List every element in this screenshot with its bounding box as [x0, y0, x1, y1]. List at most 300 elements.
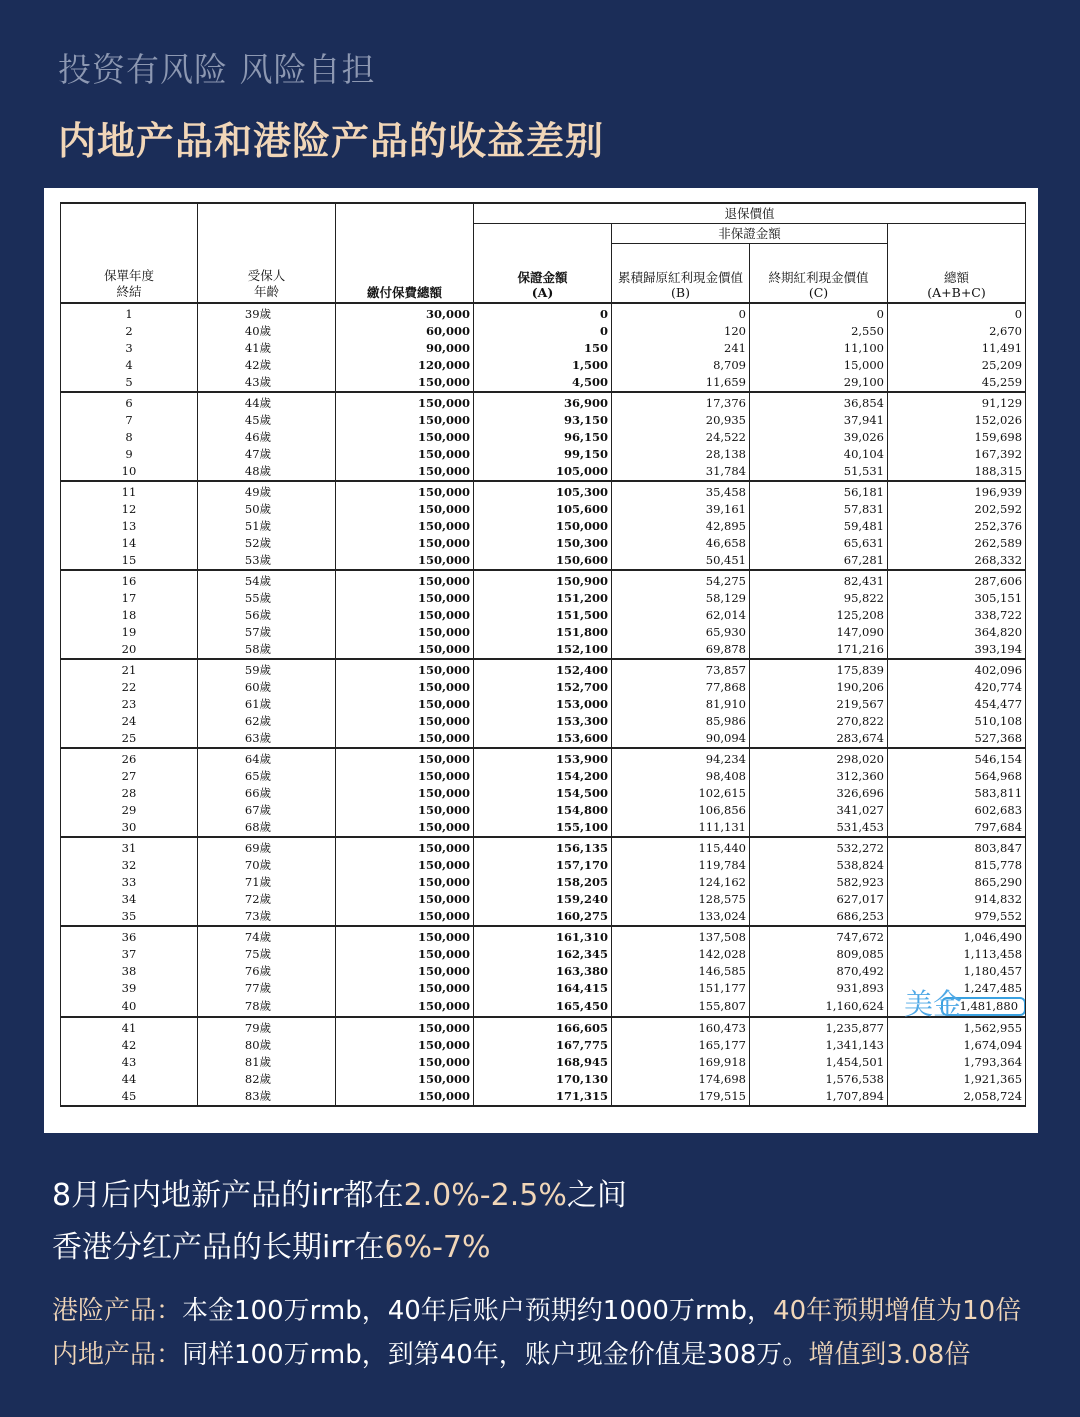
cell-total-premium-value: 150,000	[417, 875, 470, 889]
table-body	[61, 303, 1026, 1106]
header-guaranteed: 保證金額 (A)	[474, 224, 612, 304]
cell-total-premium-value: 150,000	[417, 413, 470, 427]
cell-guaranteed	[474, 802, 612, 819]
cell-insured-age	[198, 857, 336, 874]
cell-insured-age-value: 61歲	[244, 697, 272, 711]
cell-insured-age	[198, 1088, 336, 1106]
cell-total-value: 564,968	[974, 769, 1023, 783]
cell-total-value: 803,847	[974, 841, 1023, 855]
cell-reversionary-bonus	[612, 837, 750, 857]
cell-total	[888, 696, 1026, 713]
cell-reversionary-bonus	[612, 730, 750, 748]
cell-guaranteed-value: 96,150	[563, 430, 608, 444]
cell-policy-year	[61, 837, 198, 857]
cell-reversionary-bonus-value: 128,575	[698, 892, 746, 906]
cell-total-value: 1,247,485	[963, 981, 1023, 995]
cell-total-value: 287,606	[974, 574, 1023, 588]
cell-terminal-bonus-value: 627,017	[836, 892, 884, 906]
cell-insured-age	[198, 768, 336, 785]
cell-total-premium	[336, 552, 474, 570]
cell-total	[888, 303, 1026, 323]
table-row	[61, 837, 1026, 857]
table-row	[61, 1054, 1026, 1071]
cell-reversionary-bonus-value: 65,930	[705, 625, 746, 639]
cell-total	[888, 802, 1026, 819]
cell-policy-year-value: 28	[121, 786, 137, 800]
cell-total-value: 815,778	[974, 858, 1023, 872]
comparison-hk-label: 港险产品：	[52, 1296, 183, 1326]
cell-policy-year	[61, 518, 198, 535]
cell-total-premium	[336, 730, 474, 748]
cell-terminal-bonus	[750, 730, 888, 748]
cell-total-premium	[336, 819, 474, 837]
cell-total-premium-value: 150,000	[417, 841, 470, 855]
cell-insured-age-value: 47歲	[244, 447, 272, 461]
cell-policy-year-value: 30	[121, 820, 137, 834]
cell-total-premium-value: 150,000	[417, 642, 470, 656]
cell-guaranteed	[474, 570, 612, 590]
cell-reversionary-bonus	[612, 535, 750, 552]
cell-terminal-bonus	[750, 412, 888, 429]
cell-insured-age-value: 75歲	[244, 947, 272, 961]
cell-guaranteed-value: 151,800	[555, 625, 608, 639]
cell-total-value: 45,259	[981, 375, 1023, 389]
cell-total	[888, 392, 1026, 412]
cell-policy-year	[61, 501, 198, 518]
cell-reversionary-bonus-value: 102,615	[698, 786, 746, 800]
cell-policy-year	[61, 768, 198, 785]
cell-total	[888, 874, 1026, 891]
cell-policy-year-value: 9	[125, 447, 133, 461]
cell-reversionary-bonus-value: 11,659	[705, 375, 746, 389]
cell-terminal-bonus-value: 15,000	[843, 358, 884, 372]
cell-terminal-bonus-value: 326,696	[836, 786, 884, 800]
cell-total	[888, 748, 1026, 768]
cell-total-premium	[336, 641, 474, 659]
cell-total	[888, 1071, 1026, 1088]
cell-policy-year	[61, 679, 198, 696]
cell-total-premium-value: 150,000	[417, 1038, 470, 1052]
cell-insured-age	[198, 748, 336, 768]
cell-reversionary-bonus	[612, 340, 750, 357]
header-total-premium: 繳付保費總額	[336, 203, 474, 303]
cell-total-premium-value: 150,000	[417, 999, 470, 1013]
cell-insured-age	[198, 446, 336, 463]
cell-total-premium	[336, 908, 474, 926]
table-row	[61, 713, 1026, 730]
cell-reversionary-bonus	[612, 785, 750, 802]
cell-insured-age-value: 42歲	[244, 358, 272, 372]
cell-terminal-bonus-value: 2,550	[851, 324, 884, 338]
cell-total-premium	[336, 926, 474, 946]
cell-terminal-bonus-value: 51,531	[843, 464, 884, 478]
cell-total-premium-value: 150,000	[417, 947, 470, 961]
cell-insured-age-value: 50歲	[244, 502, 272, 516]
cell-guaranteed	[474, 1071, 612, 1088]
cell-reversionary-bonus	[612, 1037, 750, 1054]
cell-policy-year-value: 8	[125, 430, 133, 444]
cell-terminal-bonus	[750, 946, 888, 963]
cell-total-premium	[336, 357, 474, 374]
table-row	[61, 857, 1026, 874]
cell-policy-year-value: 7	[125, 413, 133, 427]
cell-guaranteed-value: 105,300	[555, 485, 608, 499]
cell-total-premium	[336, 696, 474, 713]
cell-terminal-bonus	[750, 590, 888, 607]
cell-terminal-bonus	[750, 857, 888, 874]
cell-terminal-bonus-value: 67,281	[843, 553, 884, 567]
cell-policy-year-value: 5	[125, 375, 133, 389]
cell-reversionary-bonus	[612, 481, 750, 501]
cell-reversionary-bonus-value: 73,857	[705, 663, 746, 677]
cell-reversionary-bonus-value: 124,162	[698, 875, 746, 889]
cell-policy-year	[61, 552, 198, 570]
cell-insured-age-value: 49歲	[244, 485, 272, 499]
cell-policy-year-value: 26	[121, 752, 137, 766]
cell-terminal-bonus	[750, 641, 888, 659]
cell-policy-year	[61, 659, 198, 679]
table-row	[61, 570, 1026, 590]
cell-guaranteed	[474, 1054, 612, 1071]
cell-total-value: 1,113,458	[963, 947, 1023, 961]
cell-policy-year	[61, 624, 198, 641]
cell-guaranteed-value: 160,275	[555, 909, 608, 923]
cell-total	[888, 607, 1026, 624]
cell-guaranteed-value: 36,900	[563, 396, 608, 410]
cell-terminal-bonus-value: 171,216	[836, 642, 884, 656]
cell-policy-year-value: 11	[121, 485, 137, 499]
header-reversionary-bonus: 累積歸原紅利現金價值 (B)	[612, 244, 750, 304]
cell-total-value: 979,552	[974, 909, 1023, 923]
table-row	[61, 624, 1026, 641]
header-non-guaranteed: 非保證金額	[612, 224, 888, 244]
cell-guaranteed-value: 156,135	[555, 841, 608, 855]
cell-policy-year-value: 1	[125, 307, 133, 321]
cell-guaranteed-value: 150,000	[555, 519, 608, 533]
cell-guaranteed	[474, 463, 612, 481]
cell-reversionary-bonus	[612, 1071, 750, 1088]
cell-insured-age	[198, 926, 336, 946]
cell-insured-age-value: 57歲	[244, 625, 272, 639]
cell-total-value: 510,108	[974, 714, 1023, 728]
cell-policy-year-value: 45	[121, 1089, 137, 1103]
cell-insured-age	[198, 679, 336, 696]
cell-guaranteed	[474, 518, 612, 535]
table-row	[61, 946, 1026, 963]
cell-reversionary-bonus	[612, 323, 750, 340]
cell-reversionary-bonus	[612, 607, 750, 624]
cell-total-premium	[336, 1017, 474, 1037]
cell-guaranteed-value: 99,150	[563, 447, 608, 461]
cell-total-value: 393,194	[974, 642, 1023, 656]
irr-line1-suffix: 之间	[566, 1178, 627, 1213]
cell-guaranteed-value: 164,415	[555, 981, 608, 995]
cell-guaranteed-value: 159,240	[555, 892, 608, 906]
cell-total-value: 252,376	[974, 519, 1023, 533]
table-row	[61, 590, 1026, 607]
cell-guaranteed	[474, 819, 612, 837]
cell-guaranteed-value: 0	[599, 324, 608, 338]
cell-terminal-bonus	[750, 837, 888, 857]
cell-reversionary-bonus-value: 90,094	[705, 731, 746, 745]
cell-reversionary-bonus	[612, 392, 750, 412]
cell-total-premium	[336, 874, 474, 891]
cell-total-premium	[336, 590, 474, 607]
cell-guaranteed-value: 151,200	[555, 591, 608, 605]
table-row	[61, 1017, 1026, 1037]
cell-insured-age-value: 79歲	[244, 1021, 272, 1035]
comparison-hk-body: 本金100万rmb，40年后账户预期约1000万rmb，	[182, 1296, 774, 1326]
cell-insured-age	[198, 819, 336, 837]
cell-policy-year-value: 24	[121, 714, 137, 728]
cell-reversionary-bonus	[612, 570, 750, 590]
cell-reversionary-bonus-value: 24,522	[705, 430, 746, 444]
cell-total-value: 305,151	[974, 591, 1023, 605]
cell-terminal-bonus	[750, 713, 888, 730]
cell-total	[888, 857, 1026, 874]
cell-reversionary-bonus	[612, 768, 750, 785]
cell-total-value: 2,058,724	[963, 1089, 1023, 1103]
cell-policy-year	[61, 1071, 198, 1088]
cell-terminal-bonus-value: 36,854	[843, 396, 884, 410]
cell-guaranteed-value: 170,130	[555, 1072, 608, 1086]
cell-terminal-bonus-value: 538,824	[836, 858, 884, 872]
cell-policy-year	[61, 535, 198, 552]
cell-guaranteed-value: 4,500	[571, 375, 608, 389]
cell-total-value: 1,046,490	[963, 930, 1023, 944]
cell-terminal-bonus-value: 82,431	[843, 574, 884, 588]
header-total: 總額 (A+B+C)	[888, 224, 1026, 304]
cell-reversionary-bonus	[612, 857, 750, 874]
cell-policy-year-value: 29	[121, 803, 137, 817]
cell-insured-age	[198, 1071, 336, 1088]
cell-total-premium-value: 90,000	[425, 341, 470, 355]
cell-terminal-bonus-value: 686,253	[836, 909, 884, 923]
table-row	[61, 748, 1026, 768]
cell-policy-year	[61, 481, 198, 501]
cell-terminal-bonus	[750, 908, 888, 926]
cell-reversionary-bonus-value: 155,807	[698, 999, 746, 1013]
cell-policy-year-value: 40	[121, 999, 137, 1013]
cell-reversionary-bonus-value: 0	[738, 307, 746, 321]
cell-total-premium-value: 150,000	[417, 697, 470, 711]
cell-total-premium-value: 150,000	[417, 981, 470, 995]
cell-policy-year-value: 18	[121, 608, 137, 622]
cell-guaranteed	[474, 481, 612, 501]
cell-guaranteed-value: 150,600	[555, 553, 608, 567]
cell-total	[888, 624, 1026, 641]
cell-insured-age-value: 64歲	[244, 752, 272, 766]
cell-policy-year-value: 10	[121, 464, 137, 478]
cell-total-value: 167,392	[974, 447, 1023, 461]
irr-line1-prefix: 8月后内地新产品的irr都在	[52, 1178, 404, 1213]
cell-total-premium	[336, 607, 474, 624]
cell-insured-age	[198, 713, 336, 730]
cell-total	[888, 501, 1026, 518]
cell-reversionary-bonus	[612, 946, 750, 963]
cell-reversionary-bonus	[612, 429, 750, 446]
cell-terminal-bonus-value: 747,672	[836, 930, 884, 944]
cell-total-premium	[336, 1054, 474, 1071]
cell-reversionary-bonus-value: 174,698	[698, 1072, 746, 1086]
cell-total-value: 865,290	[974, 875, 1023, 889]
table-row	[61, 412, 1026, 429]
benefit-illustration-table	[60, 202, 1026, 1107]
cell-total-value: 1,793,364	[963, 1055, 1023, 1069]
cell-reversionary-bonus	[612, 926, 750, 946]
cell-insured-age	[198, 392, 336, 412]
cell-insured-age-value: 43歲	[244, 375, 272, 389]
cell-reversionary-bonus	[612, 963, 750, 980]
cell-policy-year-value: 35	[121, 909, 137, 923]
cell-insured-age	[198, 323, 336, 340]
table-row	[61, 481, 1026, 501]
cell-reversionary-bonus-value: 179,515	[698, 1089, 746, 1103]
cell-total-premium	[336, 535, 474, 552]
cell-reversionary-bonus-value: 28,138	[705, 447, 746, 461]
cell-guaranteed	[474, 590, 612, 607]
cell-guaranteed-value: 154,200	[555, 769, 608, 783]
cell-total-value: 1,674,094	[963, 1038, 1023, 1052]
cell-terminal-bonus	[750, 535, 888, 552]
table-row	[61, 980, 1026, 997]
cell-policy-year-value: 23	[121, 697, 137, 711]
cell-reversionary-bonus	[612, 590, 750, 607]
cell-policy-year-value: 4	[125, 358, 133, 372]
cell-total	[888, 481, 1026, 501]
cell-reversionary-bonus	[612, 659, 750, 679]
table-row	[61, 552, 1026, 570]
cell-guaranteed	[474, 748, 612, 768]
cell-reversionary-bonus-value: 111,131	[698, 820, 746, 834]
cell-terminal-bonus	[750, 501, 888, 518]
cell-policy-year	[61, 857, 198, 874]
cell-total	[888, 323, 1026, 340]
cell-total-value: 338,722	[974, 608, 1023, 622]
cell-insured-age-value: 72歲	[244, 892, 272, 906]
cell-total-value: 546,154	[974, 752, 1023, 766]
highlighted-total-value: 1,481,880	[941, 997, 1025, 1016]
cell-reversionary-bonus	[612, 696, 750, 713]
table-row	[61, 463, 1026, 481]
cell-total	[888, 946, 1026, 963]
cell-policy-year-value: 3	[125, 341, 133, 355]
cell-total-premium-value: 150,000	[417, 519, 470, 533]
cell-guaranteed	[474, 926, 612, 946]
cell-total-premium-value: 150,000	[417, 1072, 470, 1086]
table-row	[61, 1088, 1026, 1106]
cell-terminal-bonus-value: 56,181	[843, 485, 884, 499]
cell-guaranteed-value: 150,300	[555, 536, 608, 550]
cell-total-premium	[336, 463, 474, 481]
cell-guaranteed-value: 168,945	[555, 1055, 608, 1069]
cell-insured-age-value: 70歲	[244, 858, 272, 872]
cell-total-value: 364,820	[974, 625, 1023, 639]
cell-policy-year-value: 36	[121, 930, 137, 944]
table-row	[61, 819, 1026, 837]
cell-reversionary-bonus-value: 42,895	[705, 519, 746, 533]
cell-insured-age-value: 63歲	[244, 731, 272, 745]
cell-insured-age-value: 48歲	[244, 464, 272, 478]
cell-policy-year	[61, 891, 198, 908]
cell-insured-age	[198, 607, 336, 624]
cell-terminal-bonus	[750, 323, 888, 340]
cell-policy-year-value: 33	[121, 875, 137, 889]
cell-reversionary-bonus-value: 94,234	[705, 752, 746, 766]
cell-insured-age	[198, 696, 336, 713]
table-row	[61, 535, 1026, 552]
cell-terminal-bonus	[750, 785, 888, 802]
header-insured-age: 受保人年齡	[198, 203, 336, 303]
cell-insured-age	[198, 891, 336, 908]
cell-terminal-bonus	[750, 463, 888, 481]
cell-terminal-bonus-value: 57,831	[843, 502, 884, 516]
table-row	[61, 641, 1026, 659]
cell-policy-year	[61, 323, 198, 340]
cell-insured-age-value: 39歲	[244, 307, 272, 321]
header-surrender-value: 退保價值	[474, 203, 1026, 224]
cell-total-premium	[336, 624, 474, 641]
table-row	[61, 392, 1026, 412]
cell-reversionary-bonus-value: 31,784	[705, 464, 746, 478]
table-row	[61, 374, 1026, 392]
cell-total-premium	[336, 768, 474, 785]
cell-policy-year	[61, 748, 198, 768]
table-row	[61, 429, 1026, 446]
cell-insured-age-value: 77歲	[244, 981, 272, 995]
cell-insured-age-value: 65歲	[244, 769, 272, 783]
cell-total-value: 159,698	[974, 430, 1023, 444]
cell-total-value: 527,368	[974, 731, 1023, 745]
cell-total-premium	[336, 785, 474, 802]
cell-total-premium	[336, 412, 474, 429]
cell-total-value: 454,477	[974, 697, 1023, 711]
cell-guaranteed-value: 153,300	[555, 714, 608, 728]
cell-total-premium	[336, 501, 474, 518]
table-row	[61, 963, 1026, 980]
cell-terminal-bonus	[750, 340, 888, 357]
cell-insured-age	[198, 1054, 336, 1071]
cell-total-value: 914,832	[974, 892, 1023, 906]
table-row	[61, 607, 1026, 624]
cell-policy-year-value: 13	[121, 519, 137, 533]
cell-insured-age-value: 59歲	[244, 663, 272, 677]
cell-insured-age-value: 78歲	[244, 999, 272, 1013]
cell-guaranteed-value: 167,775	[555, 1038, 608, 1052]
table-row	[61, 891, 1026, 908]
cell-total-premium	[336, 857, 474, 874]
cell-total	[888, 679, 1026, 696]
cell-policy-year	[61, 963, 198, 980]
cell-total	[888, 429, 1026, 446]
cell-policy-year	[61, 730, 198, 748]
cell-reversionary-bonus	[612, 463, 750, 481]
cell-terminal-bonus	[750, 980, 888, 997]
cell-total	[888, 1054, 1026, 1071]
cell-total-premium	[336, 659, 474, 679]
cell-policy-year	[61, 696, 198, 713]
table-row	[61, 659, 1026, 679]
cell-policy-year	[61, 303, 198, 323]
cell-terminal-bonus	[750, 696, 888, 713]
cell-total	[888, 819, 1026, 837]
cell-terminal-bonus-value: 1,707,894	[825, 1089, 884, 1103]
cell-reversionary-bonus	[612, 552, 750, 570]
cell-insured-age-value: 66歲	[244, 786, 272, 800]
cell-insured-age	[198, 785, 336, 802]
cell-policy-year-value: 41	[121, 1021, 137, 1035]
cell-terminal-bonus	[750, 570, 888, 590]
